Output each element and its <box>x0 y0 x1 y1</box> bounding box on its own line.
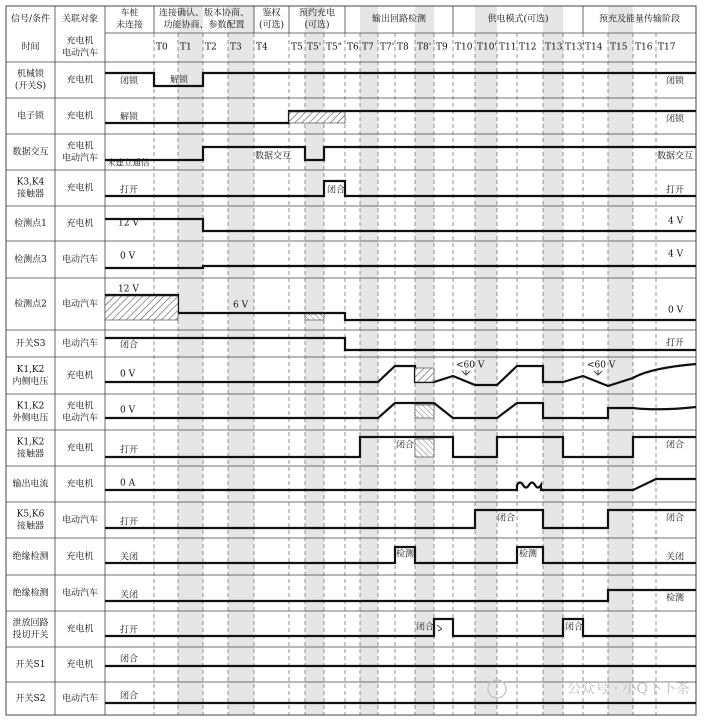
time-label: 时间 <box>21 42 40 53</box>
phase-label-disconnected: 车桩 <box>120 8 139 19</box>
row-0-mid-label: 解锁 <box>170 75 189 86</box>
row-4-final-label: 4 V <box>668 216 684 227</box>
row-6-initial-label: 12 V <box>118 284 139 295</box>
k1k2-inner-hatch <box>415 368 434 382</box>
row-name: 绝缘检测 <box>12 588 49 599</box>
tick-label-8: T6 <box>347 42 359 53</box>
row-name: 检测点3 <box>14 255 47 265</box>
row-name: 电子锁 <box>16 111 45 122</box>
tick-label-0: T0 <box>156 42 168 53</box>
tick-label-16: T11 <box>499 42 517 53</box>
row-name: K1,K2 <box>16 365 45 375</box>
row-name: K1,K2 <box>16 401 45 412</box>
row-object: 充电机 <box>66 111 94 122</box>
row-0-initial-label: 闭锁 <box>120 76 139 87</box>
row-name: K1,K2 <box>16 437 45 448</box>
detection-point-2-hatch <box>105 296 178 320</box>
row-object: 充电机 <box>66 660 94 670</box>
row-10-mid-label: 闭合 <box>396 440 415 451</box>
row-object: 充电机 <box>66 479 94 490</box>
row-8-mid-label: <60 V <box>456 360 485 371</box>
row-15-mid2-label: 闭合 <box>565 622 584 633</box>
row-7-final-label: 打开 <box>666 338 685 349</box>
shaded-interval-0 <box>178 6 203 715</box>
row-2-final-label: 数据交互 <box>657 151 694 162</box>
row-object: 充电机 <box>66 183 94 194</box>
row-8-initial-label: 0 V <box>120 369 136 380</box>
row-12-mid-label: 闭合 <box>497 513 516 524</box>
row-object: 电动汽车 <box>61 299 99 310</box>
tick-label-10: T7' <box>380 42 395 53</box>
phase-label-supply: 供电模式(可选) <box>487 14 549 25</box>
watermark-text: 公众号 · 小Q下下茶 <box>567 681 690 697</box>
tick-label-6: T5' <box>307 42 322 53</box>
row-5-final-label: 4 V <box>668 249 684 260</box>
tick-label-3: T3 <box>230 42 242 53</box>
row-name-2: 外侧电压 <box>12 413 49 424</box>
row-3-final-label: 打开 <box>666 185 685 196</box>
phase-label-reserve-2: (可选) <box>304 20 330 31</box>
row-10-initial-label: 打开 <box>120 445 139 456</box>
row-14-initial-label: 关闭 <box>120 590 139 601</box>
row-1-initial-label: 解锁 <box>120 112 139 123</box>
shaded-interval-1 <box>228 6 254 715</box>
row-object: 充电机 <box>66 371 94 381</box>
row-name: 检测点1 <box>14 219 47 229</box>
arrow-icon <box>437 625 442 631</box>
row-9-initial-label: 0 V <box>120 405 136 416</box>
row-object: 充电机 <box>66 624 94 635</box>
row-13-initial-label: 关闭 <box>120 552 139 563</box>
tick-label-20: T14 <box>585 42 603 53</box>
tick-label-22: T16 <box>635 42 653 53</box>
row-3-mid-label: 闭合 <box>327 185 346 196</box>
row-name-2: (开关S) <box>14 81 47 92</box>
tick-label-9: T7 <box>362 42 374 53</box>
row-name: 数据交互 <box>12 147 49 158</box>
row-15-initial-label: 打开 <box>120 625 139 636</box>
row-object-2: 电动汽车 <box>61 153 99 164</box>
phase-label-auth: 鉴权 <box>262 8 281 19</box>
row-1-final-label: 闭锁 <box>666 114 685 125</box>
row-object: 电动汽车 <box>61 694 99 704</box>
row-13-mid2-label: 检测 <box>519 549 538 560</box>
row-name: 开关S3 <box>15 339 46 349</box>
row-name: 检测点2 <box>14 299 47 310</box>
row-name: 开关S1 <box>15 660 46 670</box>
shaded-interval-6 <box>543 6 563 715</box>
row-object: 充电机 <box>66 141 94 152</box>
tick-label-14: T10 <box>455 42 473 53</box>
row-object: 充电机 <box>66 75 94 86</box>
row-6-mid-label: 6 V <box>233 300 249 311</box>
phase-label-disconnected-2: 未连接 <box>115 20 144 31</box>
row-name-2: 接触器 <box>16 189 45 200</box>
row-12-initial-label: 打开 <box>120 517 139 528</box>
tick-label-5: T5 <box>291 42 303 53</box>
row-name: 开关S2 <box>15 694 46 704</box>
tick-label-12: T8' <box>417 42 432 53</box>
phase-label-reserve: 预约充电 <box>298 8 336 19</box>
row-name: 机械锁 <box>16 69 45 80</box>
row-2-mid-label: 数据交互 <box>255 151 292 162</box>
tick-label-13: T9 <box>436 42 448 53</box>
phase-label-auth-2: (可选) <box>258 20 285 31</box>
row-0-final-label: 闭锁 <box>666 76 685 87</box>
tick-label-4: T4 <box>256 42 268 53</box>
electronic-lock-hatch <box>289 112 345 123</box>
arrow-icon <box>594 370 602 375</box>
phase-label-handshake-2: 功能协商、参数配置 <box>163 20 245 31</box>
row-13-final-label: 关闭 <box>666 552 685 563</box>
tick-label-11: T8 <box>397 42 409 53</box>
tick-label-19: T13' <box>565 42 585 53</box>
row-name: K5,K6 <box>16 509 45 520</box>
arrow-icon <box>462 370 470 375</box>
row-10-final-label: 闭合 <box>666 440 685 451</box>
row-object: 充电机 <box>66 401 94 412</box>
row-6-final-label: 0 V <box>668 305 684 316</box>
row-object: 电动汽车 <box>61 588 99 599</box>
tick-label-17: T12 <box>519 42 537 53</box>
tick-label-7: T5" <box>326 42 342 53</box>
row-4-initial-label: 12 V <box>118 218 139 229</box>
row-2-initial-label: 未建立通信 <box>107 158 150 169</box>
row-object-2: 电动汽车 <box>61 413 99 424</box>
row-name-2: 投切开关 <box>12 630 49 641</box>
header-object: 关联对象 <box>61 14 99 25</box>
tick-label-15: T10' <box>477 42 497 53</box>
row-name: 泄放回路 <box>12 618 49 629</box>
phase-label-handshake: 连接确认、版本协商、 <box>158 8 250 19</box>
k1k2-contactor-hatch <box>415 439 434 457</box>
row-object: 电动汽车 <box>61 515 99 526</box>
row-7-initial-label: 闭合 <box>120 340 139 351</box>
detection-point-2-hatch-2 <box>305 314 324 320</box>
tick-label-2: T2 <box>205 42 217 53</box>
phase-label-loop: 输出回路检测 <box>371 14 427 25</box>
row-12-final-label: 闭合 <box>666 513 685 524</box>
time-object-2: 电动汽车 <box>61 48 99 59</box>
row-name: K3,K4 <box>16 177 45 188</box>
row-14-final-label: 检测 <box>666 593 685 604</box>
tick-label-21: T15 <box>610 42 628 53</box>
row-8-mid2-label: <60 V <box>587 360 616 371</box>
row-3-initial-label: 打开 <box>120 185 139 196</box>
row-name: 绝缘检测 <box>12 552 49 562</box>
row-object: 电动汽车 <box>61 255 99 265</box>
row-11-initial-label: 0 A <box>120 478 136 489</box>
row-15-mid-label: 闭合 <box>416 622 435 633</box>
row-5-initial-label: 0 V <box>120 251 136 262</box>
row-object: 充电机 <box>66 219 94 229</box>
time-object: 充电机 <box>66 36 94 47</box>
tick-label-23: T17 <box>658 42 676 53</box>
row-name-2: 接触器 <box>16 521 45 532</box>
k1k2-outer-hatch <box>415 405 434 418</box>
tick-label-1: T1 <box>180 42 192 53</box>
header-signal: 信号/条件 <box>10 14 51 25</box>
row-name-2: 内侧电压 <box>12 377 49 387</box>
row-name: 输出电流 <box>12 479 49 490</box>
shaded-interval-4 <box>415 6 434 715</box>
row-16-initial-label: 闭合 <box>120 654 139 665</box>
row-object: 电动汽车 <box>61 339 99 349</box>
row-object: 充电机 <box>66 552 94 562</box>
shaded-interval-3 <box>360 6 378 715</box>
row-name-2: 接触器 <box>16 449 45 460</box>
row-13-mid-label: 检测 <box>396 549 415 560</box>
phase-label-precharge: 预充及能量传输阶段 <box>598 14 681 25</box>
tick-label-18: T13 <box>545 42 563 53</box>
row-17-initial-label: 闭合 <box>120 691 139 702</box>
row-object: 充电机 <box>66 443 94 454</box>
